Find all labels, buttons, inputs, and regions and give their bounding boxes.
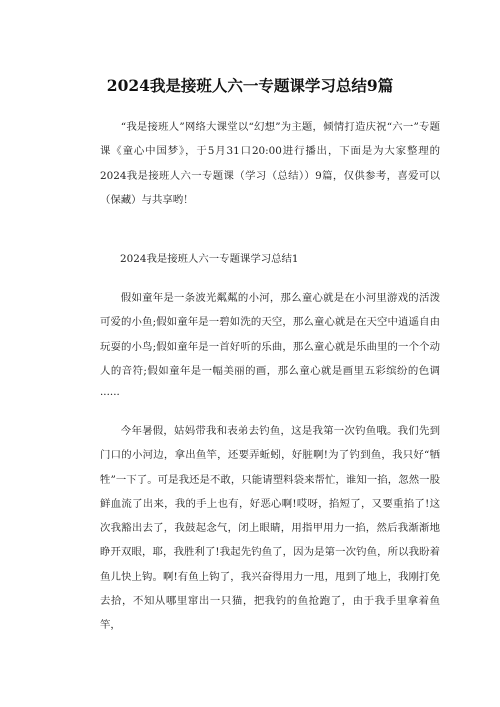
- document-title: 2024我是接班人六一专题课学习总结9篇: [106, 76, 394, 95]
- body-paragraph-1: 假如童年是一条波光粼粼的小河，那么童心就是在小河里游戏的活泼可爱的小鱼;假如童年是一碧如洗的天空，那么童心就是在天空中逍遥自由玩耍的小鸟;假如童年是一首好听的乐曲，那么童心就是乐曲里的一个个动人的音符;假如童年是一幅美丽的画，那么童心就是画里五彩缤纷的色调······: [100, 292, 440, 402]
- body-paragraph-2: 今年暑假，姑妈带我和表弟去钓鱼，这是我第一次钓鱼哦。我们先到门口的小河边，拿出鱼竿，还要弄蚯蚓，好脏啊!为了钓到鱼，我只好“牺牲”一下了。可是我还是不敢，只能请塑料袋来帮忙，谁知一掐，忽然一股鲜血流了出来，我的手上也有，好恶心啊!哎呀，掐短了，又要重掐了!这次我豁出去了，我鼓起念气，闭上眼睛，用指甲用力一掐，然后我渐渐地睁开双眼，耶，我胜利了!我起先钓鱼了，因为是第一次钓鱼，所以我盼着鱼儿快上钩。啊!有鱼上钩了，我兴奋得用力一甩，甩到了地上，我刚打免去拾，不知从哪里窜出一只猫，把我钓的鱼抢跑了，由于我手里拿着鱼竿，: [100, 425, 440, 632]
- section-heading: 2024我是接班人六一专题课学习总结1: [120, 253, 299, 265]
- intro-paragraph: “我是接班人”网络大课堂以“幻想”为主题，倾情打造庆祝“六一”专题课《童心中国梦》，于5月31口20:00进行播出，下面是为大家整理的2024我是接班人六一专题课（学习（总结））9篇，仅供参考，喜爱可以（保藏）与共享哟！: [100, 121, 440, 206]
